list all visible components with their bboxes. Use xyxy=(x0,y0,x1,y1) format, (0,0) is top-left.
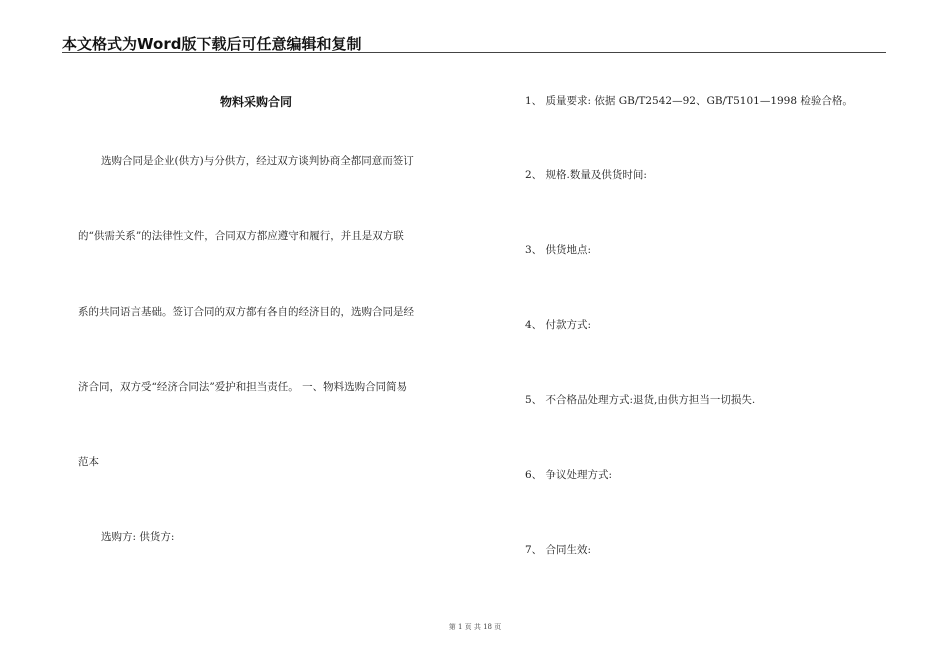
clause-location: 3、 供货地点: xyxy=(525,244,592,256)
clause-specs: 2、 规格.数量及供货时间: xyxy=(525,169,647,181)
clause-payment: 4、 付款方式: xyxy=(525,319,592,331)
clause-effective: 7、 合同生效: xyxy=(525,544,592,556)
paragraph-line: 的“供需关系”的法律性文件，合同双方都应遵守和履行，并且是双方联 xyxy=(78,230,404,242)
parties-line: 选购方: 供货方: xyxy=(101,531,175,543)
document-header: 本文格式为Word版下载后可任意编辑和复制 xyxy=(62,35,362,53)
page-number: 第 1 页 共 18 页 xyxy=(448,623,502,631)
paragraph-line: 范本 xyxy=(78,456,99,468)
paragraph-line: 选购合同是企业(供方)与分供方，经过双方谈判协商全都同意而签订 xyxy=(101,155,414,167)
clause-defects: 5、 不合格品处理方式:退货,由供方担当一切损失. xyxy=(525,394,756,406)
paragraph-line: 系的共同语言基础。签订合同的双方都有各自的经济目的，选购合同是经 xyxy=(78,306,414,318)
paragraph-line: 济合同，双方受“经济合同法”爱护和担当责任。 一、物料选购合同简易 xyxy=(78,381,408,393)
clause-disputes: 6、 争议处理方式: xyxy=(525,469,613,481)
clause-quality: 1、 质量要求: 依据 GB/T2542—92、GB/T5101—1998 检验合格。 xyxy=(525,95,853,107)
document-title: 物料采购合同 xyxy=(220,95,293,109)
header-divider xyxy=(62,52,886,53)
